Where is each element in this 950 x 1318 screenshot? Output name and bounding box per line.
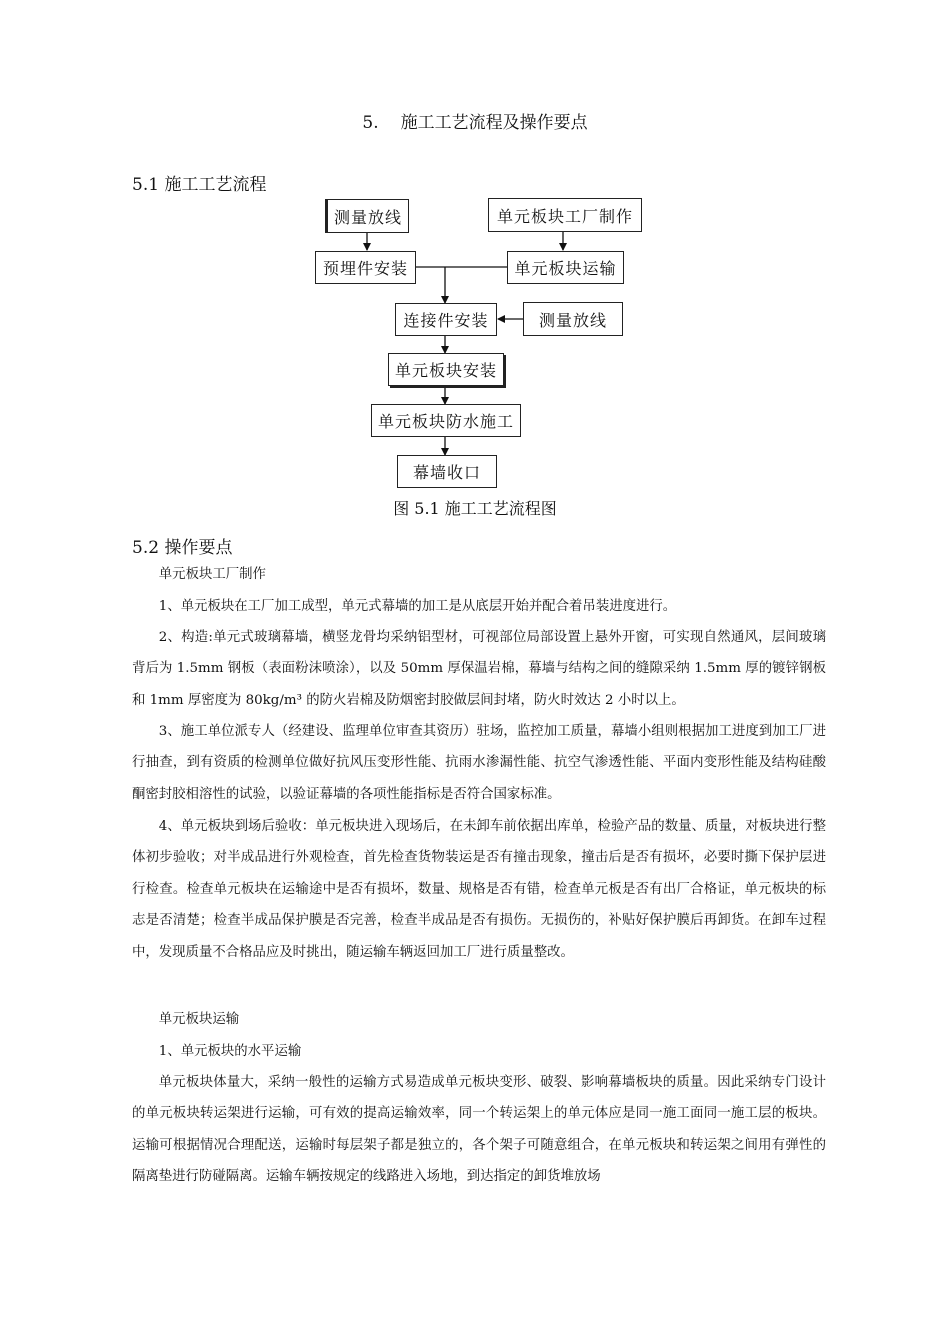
paragraph-4: 4、单元板块到场后验收：单元板块进入现场后，在未卸车前依据出库单，检验产品的数量、质量，对板块进行整体初步验收；对半成品进行外观检查，首先检查货物装运是否有撞击现象，撞击后是否有损坏，必要时撕下保护层进行检查。检查单元板块在运输途中是否有损坏，数量、规格是否有错，检查单元板是否有出厂合格证，单元板块的标志是否清楚；检查半成品保护膜是否完善，检查半成品是否有损伤。无损伤的，补贴好保护膜后再卸货。在卸车过程中，发现质量不合格品应及时挑出，随运输车辆返回加工厂进行质量整改。 bbox=[132, 819, 826, 960]
flow-box-install: 单元板块安装 bbox=[388, 353, 504, 386]
paragraph-heading-transport: 单元板块运输 bbox=[158, 1012, 240, 1027]
section-number: 5. bbox=[362, 113, 379, 133]
paragraph-transport-body: 单元板块体量大，采纳一般性的运输方式易造成单元板块变形、破裂、影响幕墙板块的质量。因此采纳专门设计的单元板块转运架进行运输，可有效的提高运输效率，同一个转运架上的单元体应是同一施工面同一施工层的板块。运输可根据情况合理配送，运输时每层架子都是独立的，各个架子可随意组合，在单元板块和转运架之间用有弹性的隔离垫进行防碰隔离。运输车辆按规定的线路进入场地，到达指定的卸货堆放场 bbox=[132, 1075, 826, 1185]
flow-box-closure: 幕墙收口 bbox=[397, 455, 497, 488]
paragraph-3: 3、施工单位派专人（经建设、监理单位审查其资历）驻场，监控加工质量，幕墙小组则根据加工进度到加工厂进行抽查，到有资质的检测单位做好抗风压变形性能、抗雨水渗漏性能、抗空气渗透性能、平面内变形性能及结构硅酸酮密封胶相溶性的试验，以验证幕墙的各项性能指标是否符合国家标准。 bbox=[132, 724, 826, 802]
section-title-text: 施工工艺流程及操作要点 bbox=[400, 113, 588, 133]
subsection-title-5-1: 5.1 施工工艺流程 bbox=[132, 175, 267, 195]
flow-box-factory: 单元板块工厂制作 bbox=[488, 198, 642, 232]
flow-box-measure-2: 测量放线 bbox=[523, 302, 623, 336]
paragraph-heading-factory: 单元板块工厂制作 bbox=[158, 567, 266, 582]
figure-caption: 图 5.1 施工工艺流程图 bbox=[393, 499, 557, 518]
subsection-title-5-2: 5.2 操作要点 bbox=[132, 538, 233, 558]
flow-box-measure-1: 测量放线 bbox=[325, 199, 409, 233]
flow-box-waterproof: 单元板块防水施工 bbox=[371, 404, 521, 437]
flow-box-embed: 预埋件安装 bbox=[315, 251, 416, 284]
paragraph-2: 2、构造:单元式玻璃幕墙，横竖龙骨均采纳铝型材，可视部位局部设置上悬外开窗，可实现自然通风，层间玻璃背后为 1.5mm 钢板（表面粉沫喷涂），以及 50mm 厚保温岩棉，幕墙与结构之间的缝隙采纳 1.5mm 厚的镀锌钢板和 1mm 厚密度为 80kg/m³ 的防火岩棉及防烟密封胶做层间封堵，防火时效达 2 小时以上。 bbox=[132, 630, 826, 708]
flowchart-connectors bbox=[0, 0, 950, 520]
flow-box-transport: 单元板块运输 bbox=[507, 251, 624, 284]
paragraph-1: 1、单元板块在工厂加工成型，单元式幕墙的加工是从底层开始并配合着吊装进度进行。 bbox=[158, 599, 677, 614]
flow-box-connector: 连接件安装 bbox=[395, 303, 497, 336]
paragraph-horizontal-transport: 1、单元板块的水平运输 bbox=[158, 1044, 302, 1059]
